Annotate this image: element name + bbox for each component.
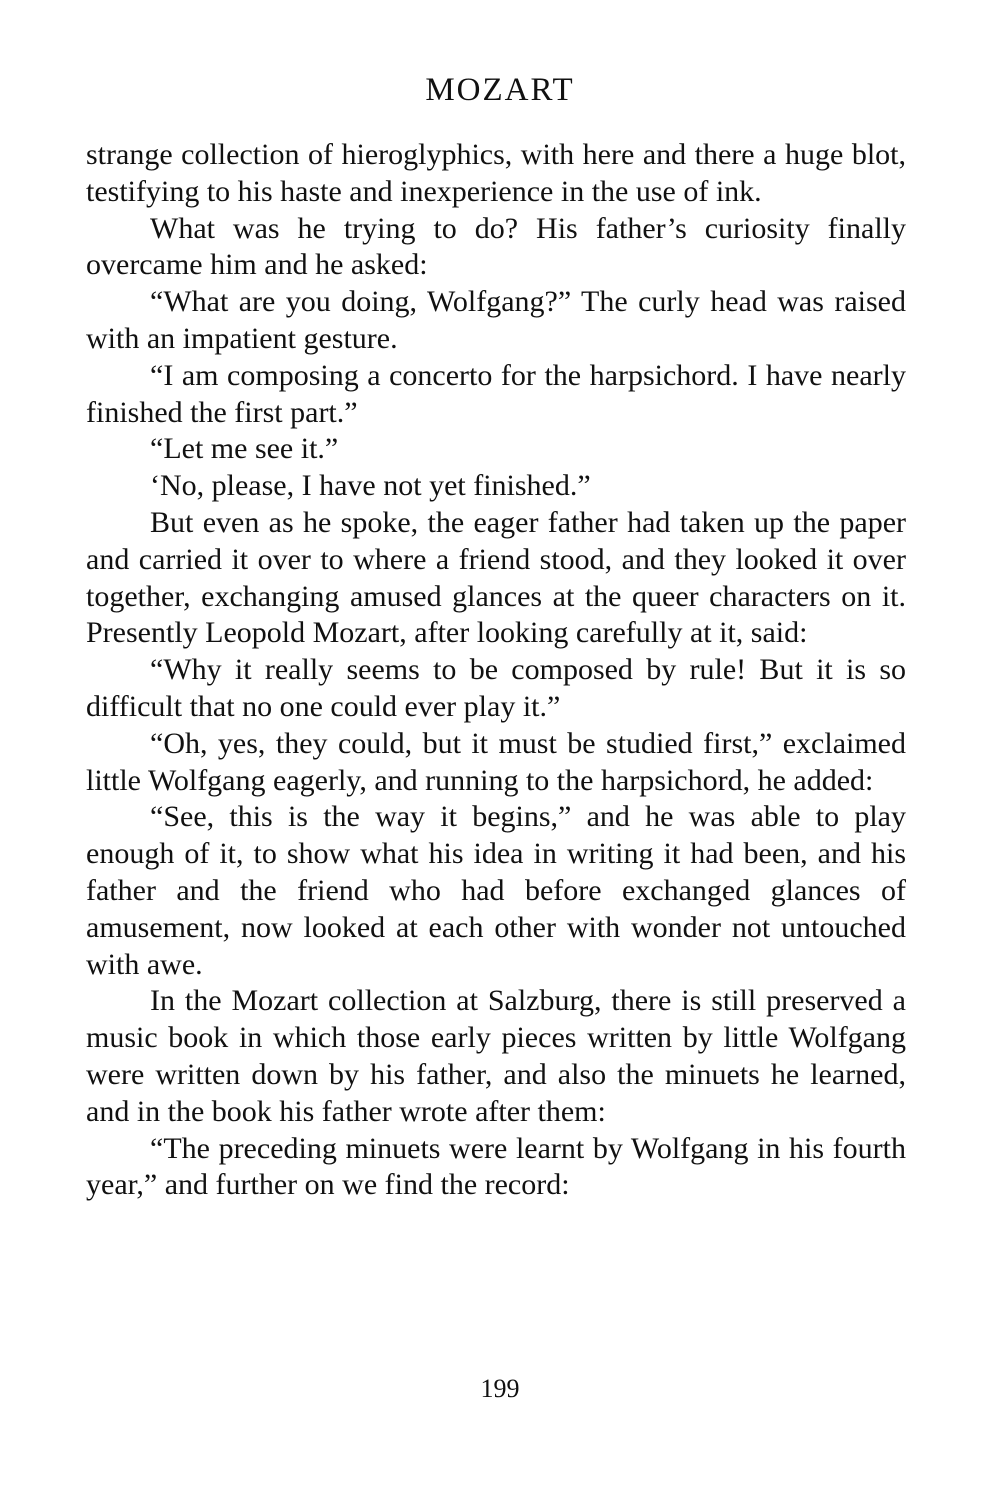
- paragraph: “The preceding minuets were learnt by Wolfgang in his fourth year,” and further on we find the record:: [86, 1131, 906, 1202]
- paragraph: “Why it really seems to be composed by rule! But it is so difficult that no one could ever play it.”: [86, 653, 906, 723]
- paragraph: “Oh, yes, they could, but it must be studied first,” exclaimed little Wolfgang eagerly, and running to the harpsichord, he added:: [86, 726, 906, 797]
- paragraph-continued: strange collection of hieroglyphics, with here and there a huge blot, testifying to his haste and inexperience in the use of ink.: [86, 138, 906, 208]
- paragraph: ‘No, please, I have not yet finished.”: [150, 469, 591, 503]
- paragraph: “I am composing a concerto for the harpsichord. I have nearly finished the first part.”: [86, 358, 906, 429]
- running-head: MOZART: [425, 72, 575, 108]
- paragraph: In the Mozart collection at Salzburg, there is still preserved a music book in which those early pieces written by little Wolfgang were written down by his father, and also the minuets he learned, and in the book his father wrote after them:: [86, 984, 906, 1128]
- page-number: 199: [480, 1374, 520, 1403]
- body-text: [86, 137, 906, 1204]
- paragraph: “What are you doing, Wolfgang?” The curly head was raised with an impatient gesture.: [86, 285, 906, 355]
- paragraph: “Let me see it.”: [150, 432, 339, 466]
- paragraph: But even as he spoke, the eager father had taken up the paper and carried it over to where a friend stood, and they looked it over together, exchanging amused glances at the queer characters on it. Presently Leopold Mozart, after looking carefully at it, said:: [86, 505, 906, 650]
- paragraph: What was he trying to do? His father’s curiosity finally overcame him and he asked:: [86, 211, 906, 282]
- paragraph: “See, this is the way it begins,” and he was able to play enough of it, to show what his idea in writing it had been, and his father and the friend who had before exchanged glances of amusement, now looked at each other with wonder not untouched with awe.: [86, 800, 906, 981]
